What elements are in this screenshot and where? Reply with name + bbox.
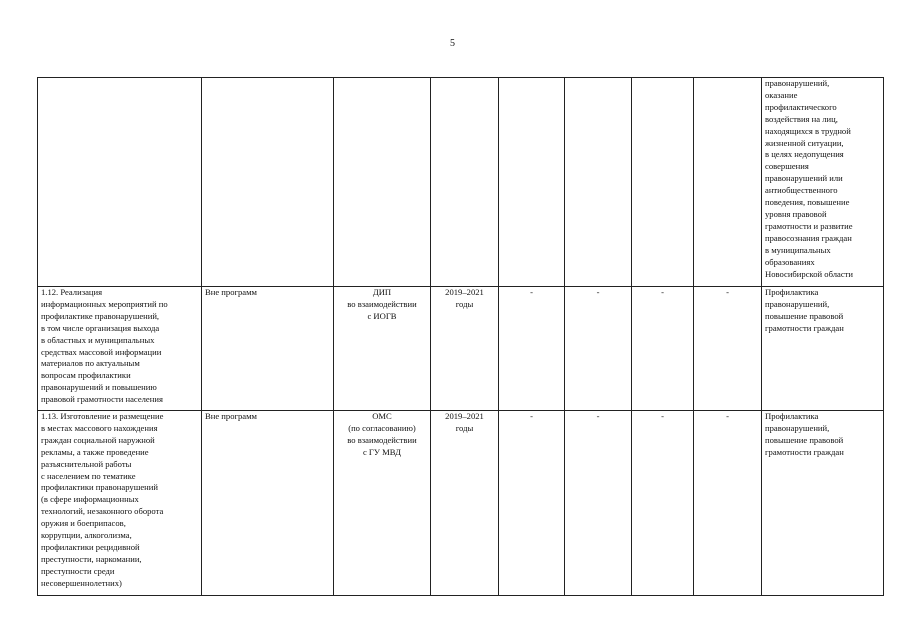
value-cell [499,78,565,287]
result-cell: Профилактика правонарушений, повышение правовой грамотности граждан [762,411,884,596]
period-cell [431,78,499,287]
result-cell: Профилактика правонарушений, повышение правовой грамотности граждан [762,287,884,411]
activity-cell: 1.12. Реализация информационных мероприятий по профилактике правонарушений, в том числе организация выхода в областных и муниципальных средствах массовой информации материалов по актуальным вопросам профилактики правонарушений и повышению правовой грамотности населения [38,287,202,411]
executor-cell [334,78,431,287]
page-number: 5 [450,38,455,49]
value-cell: - [565,411,632,596]
value-cell: - [694,287,762,411]
period-cell: 2019–2021 годы [431,287,499,411]
activity-cell [38,78,202,287]
funding-cell: Вне программ [202,411,334,596]
value-cell: - [499,411,565,596]
value-cell: - [565,287,632,411]
result-cell: правонарушений, оказание профилактического воздействия на лиц, находящихся в трудной жизненной ситуации, в целях недопущения совершения правонарушений или антиобщественного поведения, повышение уровня правовой грамотности и развитие правосознания граждан в муниципальных образованиях Новосибирской области [762,78,884,287]
value-cell [632,78,694,287]
funding-cell: Вне программ [202,287,334,411]
activity-cell: 1.13. Изготовление и размещение в местах массового нахождения граждан социальной наружной рекламы, а также проведение разъяснительной работы с населением по тематике профилактики правонарушений (в сфере информационных технологий, незаконного оборота оружия и боеприпасов, коррупции, алкоголизма, профилактики рецидивной преступности, наркомании, преступности среди несовершеннолетних) [38,411,202,596]
table-row [38,78,884,287]
table-row [38,287,884,411]
value-cell: - [694,411,762,596]
executor-cell: ОМС (по согласованию) во взаимодействии с ГУ МВД [334,411,431,596]
executor-cell: ДИП во взаимодействии с ИОГВ [334,287,431,411]
value-cell: - [632,287,694,411]
period-cell: 2019–2021 годы [431,411,499,596]
value-cell: - [499,287,565,411]
value-cell: - [632,411,694,596]
value-cell [565,78,632,287]
funding-cell [202,78,334,287]
table-row [38,411,884,596]
value-cell [694,78,762,287]
program-table [37,77,884,596]
